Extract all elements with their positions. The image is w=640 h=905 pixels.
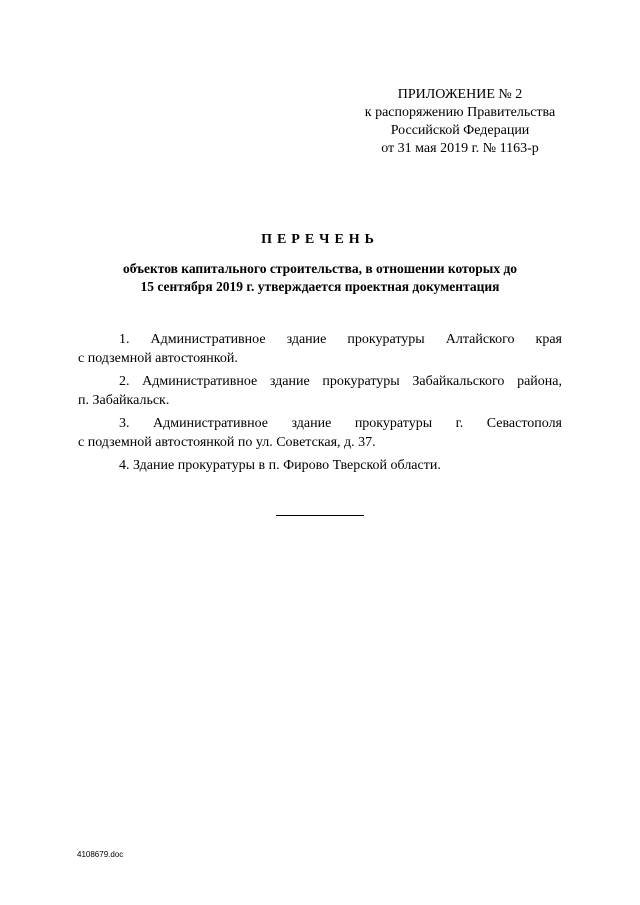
objects-list: [78, 330, 562, 479]
list-item-line: с подземной автостоянкой по ул. Советская, д. 37.: [78, 435, 376, 450]
document-title: ПЕРЕЧЕНЬ: [261, 232, 379, 247]
list-item-3: [78, 414, 562, 452]
list-item-line: 2. Административное здание прокуратуры Забайкальского района,: [119, 374, 562, 389]
appendix-authority: Российской Федерации: [390, 123, 530, 138]
appendix-header: [330, 86, 590, 158]
document-subtitle: [60, 260, 580, 296]
list-item-line: 4. Здание прокуратуры в п. Фирово Тверской области.: [119, 458, 441, 473]
list-item-4: [78, 456, 562, 475]
list-item-line: 3. Административное здание прокуратуры г. Севастополя: [119, 416, 562, 431]
list-item-line: 1. Административное здание прокуратуры Алтайского края: [119, 332, 562, 347]
appendix-date: от 31 мая 2019 г. № 1163-р: [381, 141, 539, 156]
list-item-2: [78, 372, 562, 410]
appendix-number: ПРИЛОЖЕНИЕ № 2: [397, 87, 523, 102]
document-file-code: 4108679.doc: [77, 850, 124, 859]
appendix-reference: к распоряжению Правительства: [364, 105, 556, 120]
list-item-1: [78, 330, 562, 368]
subtitle-line-1: объектов капитального строительства, в отношении которых до: [122, 261, 518, 276]
subtitle-line-2: 15 сентября 2019 г. утверждается проектная документация: [140, 279, 500, 294]
list-item-line: п. Забайкальск.: [78, 393, 170, 408]
list-item-line: с подземной автостоянкой.: [78, 351, 238, 366]
end-separator-line: [276, 515, 364, 516]
